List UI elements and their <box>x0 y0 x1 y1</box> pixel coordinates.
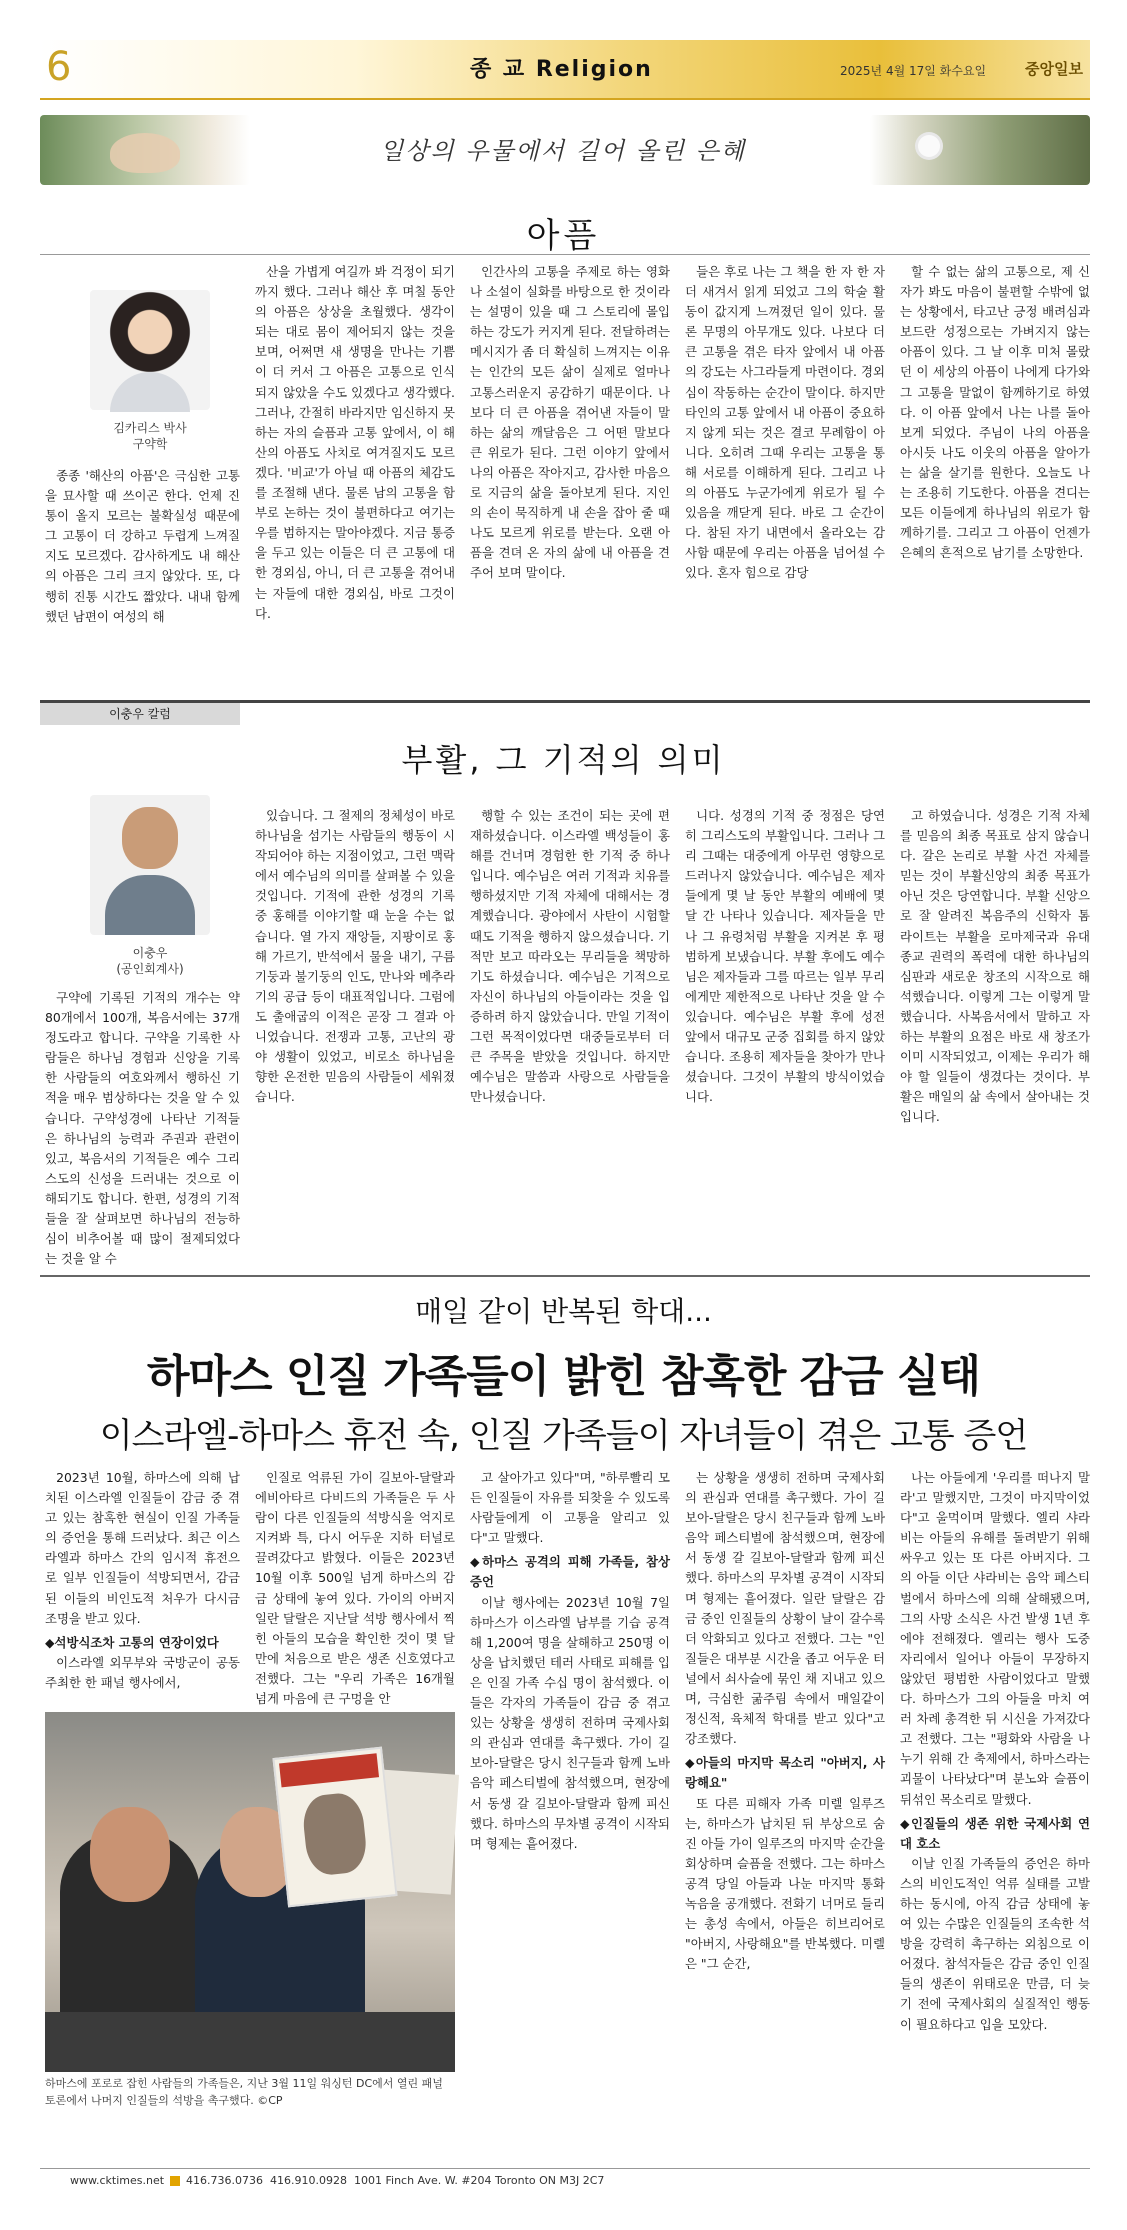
paragraph: 고 하였습니다. 성경은 기적 자체를 믿음의 최종 목표로 삼지 않습니다. 갈은 논리로 부활 사건 자체를 믿는 것이 부활신앙의 최종 목표가 아닌 것은 당연합니다. 부활 신앙으로 잘 알려진 복음주의 신학자 톰 라이트는 부활을 로마제국과 유대종교 권력의 폭력에 대한 하나님의 심판과 새로운 창조의 시작으로 해석했습니다. 이렇게 그는 이렇게 말했습니다. 사복음서에서 말하고 자 하는 부활의 요점은 바로 새 창조가 이미 시작되었고, 이제는 우리가 해야 할 일들이 생겼다는 것이다. 부활은 매일의 삶 속에서 살아내는 것입니다. <box>900 808 1090 1125</box>
paragraph: 는 상황을 생생히 전하며 국제사회의 관심과 연대를 촉구했다. 가이 길보아-달랄은 당시 친구들과 함께 노바 음악 페스티벌에 참석했으며, 현장에서 동생 갈 길보아-달랄과 함께 피신했다. 하마스의 무차별 공격이 시작되며 형제는 흩어졌다. 일란 달랄은 감금 중인 인질들의 상황이 날이 갈수록 더 악화되고 있다고 전했다. 그는 "인질들은 대부분 시간을 좁고 어두운 터널에서 쇠사슬에 묶인 채 지내고 있으며, 극심한 굶주림 속에서 매일같이 정신적, 육체적 학대를 받고 있다"고 강조했다. <box>685 1470 885 1747</box>
divider <box>40 254 1090 255</box>
article3-subheadline: 이스라엘-하마스 휴전 속, 인질 가족들이 자녀들이 겪은 고통 증언 <box>99 1416 1028 1456</box>
issue-date: 2025년 4월 17일 화수요일 <box>840 64 987 78</box>
author-role: (공인회계사) <box>116 962 184 977</box>
paragraph: 행할 수 있는 조건이 되는 곳에 편재하셨습니다. 이스라엘 백성들이 홍해를 건너며 경험한 한 기적 중 하나입니다. 예수님은 여러 기적과 치유를 행하셨지만 기적 자체에 대해서는 경계했습니다. 광야에서 사탄이 시험할 때도 기적을 행하지 않으셨습니다. 기적만 보고 따라오는 무리들을 책망하기도 하셨습니다. 예수님은 기적으로 자신이 하나님의 아들이라는 것을 입증하려 하지 않았습니다. 만일 기적이 그런 목적이었다면 대중들로부터 더 큰 주목을 받았을 것입니다. 하지만 예수님은 말씀과 사랑으로 사람들을 만나셨습니다. <box>470 808 670 1105</box>
paragraph: 2023년 10월, 하마스에 의해 납치된 이스라엘 인질들이 감금 중 겪고 있는 참혹한 현실이 인질 가족들의 증언을 통해 드러났다. 최근 이스라엘과 하마스 간의 임시적 휴전으로 일부 인질들이 석방되면서, 감금된 이들의 비인도적 처우가 다시금 조명을 받고 있다. <box>45 1470 240 1626</box>
paragraph: 할 수 없는 삶의 고통으로, 제 신자가 봐도 마음이 불편할 수밖에 없는 상황에서, 타고난 긍정 배려심과 보드란 성정으로는 가벼지지 않는 아픔이 있다. 그 날 이후 미처 몰랐던 이 세상의 아픔이 나에게 다가와 그 고통을 말없이 함께하기로 하였다. 이 아픔 앞에서 나는 나를 돌아보게 되었다. 주님이 나의 아픔을 아시듯 나도 이웃의 아픔을 알아가는 삶을 살기를 원한다. 오늘도 나는 조용히 기도한다. 아픔을 견디는 모든 이들에게 하나님의 위로가 함께하기를. 그리고 그 아픔이 언젠가 은혜의 흔적으로 남기를 소망한다. <box>900 264 1090 561</box>
phone-icon <box>170 2176 180 2186</box>
photo-table <box>45 2012 455 2072</box>
hostage-poster <box>272 1747 397 1908</box>
paragraph: 또 다른 피해자 가족 미렐 일루즈는, 하마스가 납치된 뒤 부상으로 숨진 아들 가이 일루즈의 마지막 순간을 회상하며 슬픔을 전했다. 그는 하마스 공격 당일 아들과 나눈 마지막 통화 녹음을 공개했다. 전화기 너머로 들리는 총성 속에서, 아들은 히브리어로 "아버지, 사랑해요"를 반복했다. 미렐은 "그 순간, <box>685 1795 885 1972</box>
paragraph: 종종 '해산의 아픔'은 극심한 고통을 묘사할 때 쓰이곤 한다. 언제 진통이 올지 모르는 불확실성 때문에 그 고통이 더 강하고 두렵게 느껴질지도 모르겠다. 감사하게도 내 해산의 아픔은 그리 크지 않았다. 또, 다행히 진통 시간도 짧았다. 내내 함께했던 남편이 여성의 해 <box>45 468 240 624</box>
news-photo <box>45 1712 455 2072</box>
author-photo <box>90 290 210 410</box>
banner-hands-image <box>40 115 250 185</box>
article1-byline <box>80 420 220 452</box>
article3-kicker: 매일 같이 반복된 학대... <box>415 1295 712 1328</box>
paragraph: 이날 행사에는 2023년 10월 7일 하마스가 이스라엘 남부를 기습 공격해 1,200여 명을 살해하고 250명 이상을 납치했던 테러 사태로 피해를 입은 인질 가족 수십 명이 참석했다. 이들은 각자의 가족들이 감금 중 겪고 있는 상황을 생생히 전하며 국제사회의 관심과 연대를 촉구했다. 가이 길보아-달랄은 당시 친구들과 함께 노바 음악 페스티벌에 참석했으며, 현장에서 동생 갈 길보아-달랄과 함께 피신했다. 하마스의 무차별 공격이 시작되며 형제는 흩어졌다. <box>470 1594 670 1851</box>
paragraph: 인질로 억류된 가이 길보아-달랄과 에비아타르 다비드의 가족들은 두 사람이 다른 인질들의 석방식을 억지로 지켜봐 특, 다시 어두운 지하 터널로 끌려갔다고 밝혔다. 이들은 2023년 10월 이후 500일 넘게 하마스의 감금 상태에 놓여 있다. 가이의 아버지 일란 달랄은 지난달 석방 행사에서 찍힌 아들의 모습을 확인한 것이 몇 달 만에 처음으로 받은 생존 신호였다고 전했다. 그는 "우리 가족은 16개월 넘게 마음에 큰 구멍을 안 <box>255 1470 455 1707</box>
article2-intro <box>45 988 240 1267</box>
article1-column-3 <box>685 262 885 682</box>
paragraph: 구약에 기록된 기적의 개수는 약 80개에서 100개, 복음서에는 37개 정도라고 합니다. 구약을 기록한 사람들은 하나님 경험과 신앙을 기록한 사람들의 여호와께서 행하신 기적을 매우 범상하다는 것을 알 수 있습니다. 구약성경에 나타난 기적들은 하나님의 능력과 주권과 관련이 있고, 복음서의 기적들은 예수 그리스도의 신성을 드러내는 것으로 이해되기도 합니다. 한편, 성경의 기적들을 잘 살펴보면 하나님의 전능하심이 비추어볼 때 많이 절제되었다는 것을 알 수 <box>45 990 240 1267</box>
article2-title: 부활, 그 기적의 의미 <box>401 741 726 779</box>
banner-flower-image <box>870 115 1090 185</box>
paragraph: 들은 후로 나는 그 책을 한 자 한 자 더 새겨서 읽게 되었고 그의 학술 활동이 값지게 느껴졌던 일이 있다. 물론 무명의 아무개도 있다. 나보다 더 큰 고통을 겪은 타자 앞에서 내 아픔의 강도는 사그라들게 마련이다. 경외심이 작동하는 순간이 말이다. 하지만 타인의 고통 앞에서 내 아픔이 중요하지 않게 되는 것은 결코 무례함이 아니다. 오히려 그때 우리는 고통을 통해 서로를 이해하게 된다. 그리고 나의 아픔도 누군가에게 위로가 될 수 있음을 깨닫게 된다. 바로 그 순간이다. 참된 자기 내면에서 올라오는 감사함 때문에 우리는 아픔을 넘어설 수 있다. 혼자 힘으로 감당 <box>685 264 885 581</box>
article3-column-2 <box>255 1468 455 1708</box>
author-name: 김카리스 박사 <box>113 421 187 435</box>
paragraph: 고 살아가고 있다"며, "하루빨리 모든 인질들이 자유를 되찾을 수 있도록 사람들에게 이 고통을 알리고 있다"고 말했다. <box>470 1470 670 1546</box>
photo-caption: 하마스에 포로로 잡힌 사람들의 가족들은, 지난 3월 11일 워싱턴 DC에서 열린 패널 토론에서 나머지 인질들의 석방을 촉구했다. ©CP <box>45 2077 443 2107</box>
photo-person-face <box>90 1807 170 1902</box>
footer-phone-1: 416.736.0736 <box>186 2174 264 2187</box>
article1-intro <box>45 466 240 681</box>
article3-headline: 하마스 인질 가족들이 밝힌 참혹한 감금 실태 <box>147 1351 980 1402</box>
article1-column-4 <box>900 262 1090 682</box>
page-footer <box>70 2174 604 2187</box>
banner-title: 일상의 우물에서 길어 올린 은혜 <box>380 137 746 165</box>
paragraph: 있습니다. 그 절제의 정체성이 바로 하나님을 섬기는 사람들의 행동이 시작되어야 하는 지점이었고, 그런 맥락에서 예수님의 의미를 살펴볼 수 있을 것입니다. 기적에 관한 성경의 기록 중 홍해를 이야기할 때 눈을 수는 없습니다. 열 가지 재앙들, 지팡이로 홍해 가르기, 반석에서 물을 내기, 구름기둥과 불기둥의 인도, 만나와 메추라기의 공급 등이 대표적입니다. 그럼에도 출애굽의 이적은 곧장 그 결과 아니었습니다. 전쟁과 고통, 고난의 광야 생활이 있었고, 비로소 하나님을 향한 온전한 믿음의 사람들이 세워졌습니다. <box>255 808 455 1105</box>
article1-title: 아픔 <box>526 216 601 256</box>
paragraph: 나는 아들에게 '우리를 떠나지 말라'고 말했지만, 그것이 마지막이었다"고 울먹이며 말했다. 엘리 샤라비는 아들의 유해를 돌려받기 위해 싸우고 있는 또 다른 아버지다. 그의 아들 이단 샤라비는 음악 페스티벌에서 하마스에 의해 살해됐으며, 그의 사망 소식은 사건 발생 1년 후에야 전해졌다. 엘리는 행사 도중 자리에서 일어나 아들이 무장하지 않았던 평범한 사람이었다고 말했다. 하마스가 그의 아들을 마치 여러 차례 총격한 뒤 시신을 가져갔다고 전했다. 그는 "평화와 사람을 나누기 위해 간 축제에서, 하마스라는 괴물이 나타났다"며 분노와 슬픔이 뒤섞인 목소리로 말했다. <box>900 1470 1090 1807</box>
article2-column-1 <box>255 806 455 1266</box>
column-banner <box>40 115 1090 185</box>
article2-byline <box>80 945 220 977</box>
author-photo <box>90 795 210 935</box>
footer-address: 1001 Finch Ave. W. #204 Toronto ON M3J 2C7 <box>354 2174 605 2187</box>
paragraph: 이날 인질 가족들의 증언은 하마스의 비인도적인 억류 실태를 고발하는 동시에, 아직 감금 상태에 놓여 있는 수많은 인질들의 조속한 석방을 강력히 촉구하는 외침으로 이어졌다. 참석자들은 감금 중인 인질들의 생존이 위태로운 만큼, 더 늦기 전에 국제사회의 실질적인 행동이 필요하다고 입을 모았다. <box>900 1855 1090 2032</box>
footer-phone-2: 416.910.0928 <box>270 2174 347 2187</box>
subhead: ◆석방식조차 고통의 연장이었다 <box>45 1634 219 1650</box>
article3-column-3 <box>470 1468 670 2168</box>
article2-column-4 <box>900 806 1090 1266</box>
paragraph: 이스라엘 외무부와 국방군이 공동 주최한 한 패널 행사에서, <box>45 1654 240 1690</box>
article3-column-1 <box>45 1468 240 1708</box>
paragraph: 니다. 성경의 기적 중 정점은 당연히 그리스도의 부활입니다. 그러나 그리 그때는 대중에게 아무런 영향으로 드러나지 않았습니다. 예수님은 제자들에게 몇 날 동안 부활의 예배에 몇 달 간 나타나 있습니다. 제자들을 만나 그 유령처럼 부활을 지켜본 후 평범하게 보냈습니다. 부활 후에도 예수님은 제자들과 그를 따르는 일부 무리에게만 제한적으로 나타난 것을 알 수 있습니다. 예수님은 부활 후에 성전 앞에서 대규모 군중 집회를 하지 않았습니다. 조용히 제자들을 찾아가 만나셨습니다. 그것이 부활의 방식이었습니다. <box>685 808 885 1105</box>
page-number: 6 <box>46 44 72 90</box>
article2-column-3 <box>685 806 885 1266</box>
divider <box>40 1275 1090 1277</box>
paragraph: 인간사의 고통을 주제로 하는 영화나 소설이 실화를 바탕으로 한 것이라는 설명이 있을 때 그 스토리에 몰입하는 강도가 커지게 된다. 전달하려는 메시지가 좀 더 확실히 느껴지는 이유는 인간의 모든 삶이 실제로 얼마나 고통스러운지 공감하기 때문이다. 나보다 더 큰 아픔을 겪어낸 자들이 말하는 삶의 깨달음은 그 어떤 말보다 큰 위로가 된다. 그런 이야기 앞에서 나의 아픔은 작아지고, 감사한 마음으로 지금의 삶을 돌아보게 된다. 지인의 손이 묵직하게 내 손을 잡아 줄 때 나도 모르게 위로를 받는다. 오랜 아픔을 견뎌 온 자의 삶에 내 아픔을 견주어 보며 말이다. <box>470 264 670 581</box>
article2-column-2 <box>470 806 670 1266</box>
author-name: 이충우 <box>132 946 168 960</box>
page-header <box>40 40 1090 100</box>
newspaper-name: 중앙일보 <box>1025 60 1083 78</box>
subhead: ◆인질들의 생존 위한 국제사회 연대 호소 <box>900 1815 1090 1851</box>
author-role: 구약학 <box>132 437 168 452</box>
article3-column-4 <box>685 1468 885 2168</box>
footer-website: www.cktimes.net <box>70 2174 165 2187</box>
subhead: ◆아들의 마지막 목소리 "아버지, 사랑해요" <box>685 1755 885 1791</box>
paragraph: 산을 가볍게 여길까 봐 걱정이 되기까지 했다. 그러나 해산 후 며칠 동안의 아픔은 상상을 초월했다. 생각이 되는 대로 몸이 제어되지 않는 것을 보며, 어쩌면 새 생명을 만나는 기쁨이 더 커서 그 아픔은 고통으로 인식되지 않았을 수도 있겠다고 생각했다. 그러나, 간절히 바라지만 임신하지 못하는 자의 슬픔과 고통 앞에서, 이 해산의 아픔도 사치로 여겨질지도 모르겠다. '비교'가 아닐 때 아픔의 체감도를 조절해 낸다. 물론 남의 고통을 함부로 논하는 것이 불편하다고 여기는 우를 범하지는 말아야겠다. 지금 통증을 두고 있는 이들은 더 큰 고통에 대한 경외심, 아니, 더 큰 고통을 겪어내는 자들에 대한 경외심, 바로 그것이다. <box>255 264 455 621</box>
divider <box>40 2168 1090 2169</box>
section-title: 종 교 Religion <box>470 57 653 82</box>
column-tag: 이충우 칼럼 <box>40 703 240 725</box>
article3-column-5 <box>900 1468 1090 2168</box>
subhead: ◆하마스 공격의 피해 가족들, 참상 증언 <box>470 1554 670 1590</box>
article1-column-1 <box>255 262 455 682</box>
article1-column-2 <box>470 262 670 682</box>
